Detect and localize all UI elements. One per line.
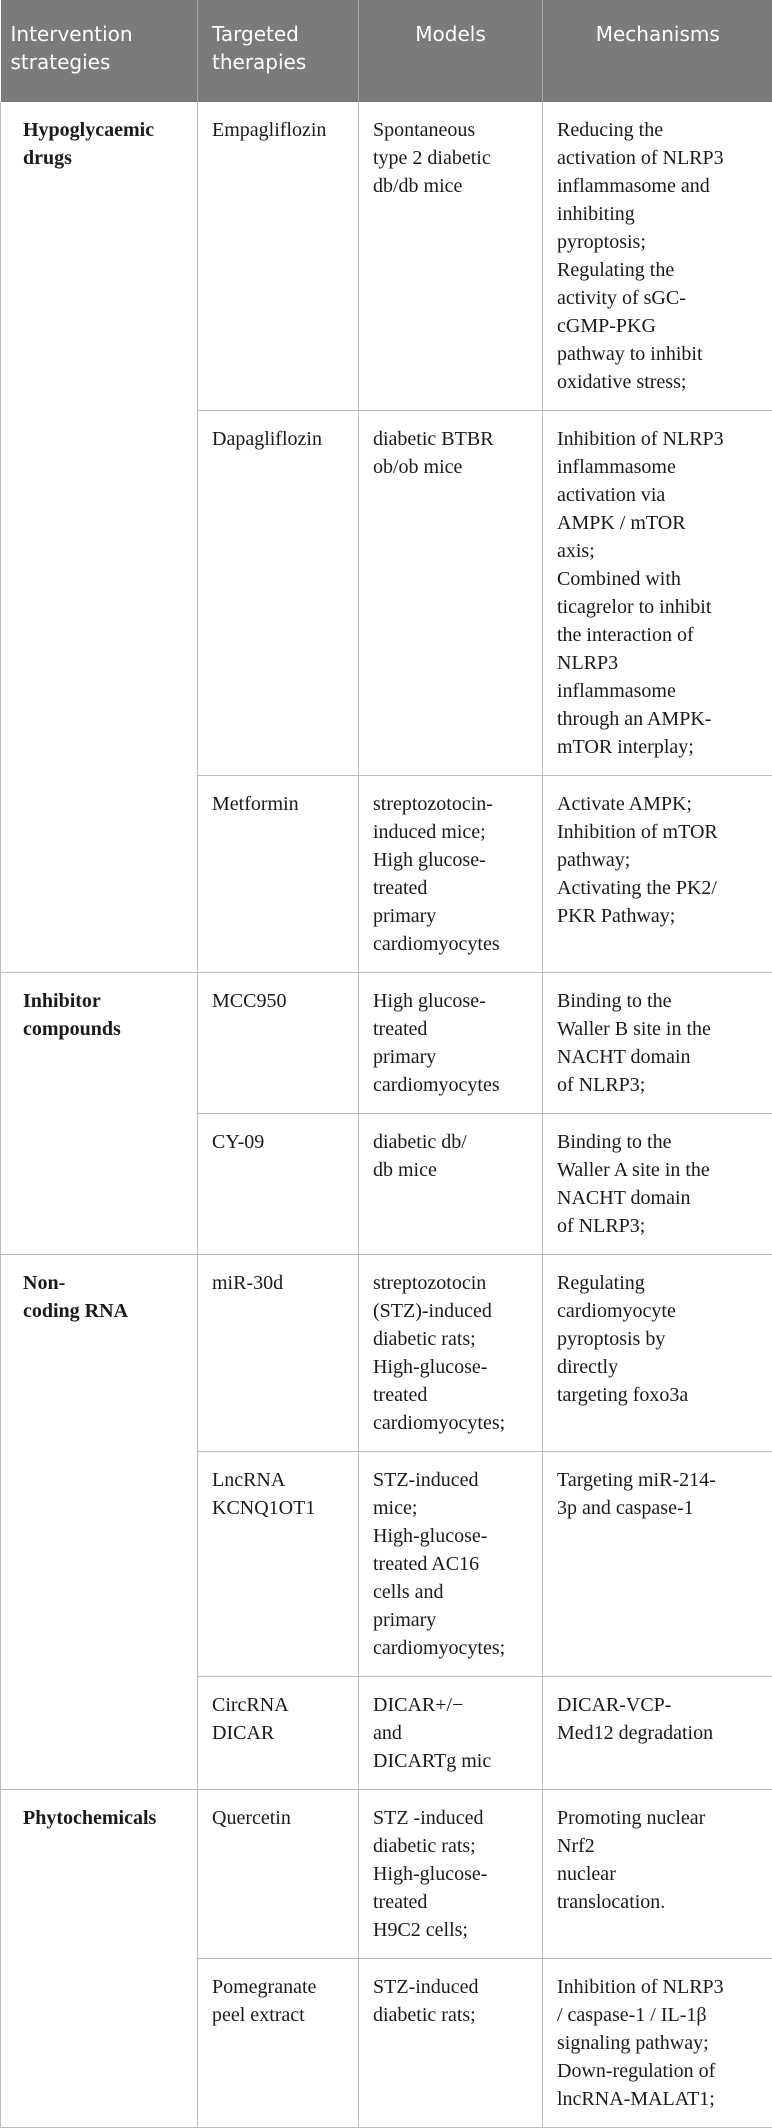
model-cell: High glucose- treated primary cardiomyocytes	[359, 973, 543, 1114]
mechanism-cell: Inhibition of NLRP3 inflammasome activation via AMPK / mTOR axis; Combined with ticagrelor to inhibit the interaction of NLRP3 inflammasome through an AMPK- mTOR interplay;	[543, 411, 772, 776]
header-targeted-therapies: Targeted therapies	[198, 0, 359, 102]
header-mechanisms: Mechanisms	[543, 0, 772, 102]
header-models: Models	[359, 0, 543, 102]
strategy-cell: Inhibitor compounds	[1, 973, 198, 1255]
model-cell: STZ-induced mice; High-glucose- treated AC16 cells and primary cardiomyocytes;	[359, 1452, 543, 1677]
model-cell: STZ -induced diabetic rats; High-glucose- treated H9C2 cells;	[359, 1790, 543, 1959]
mechanism-cell: DICAR-VCP- Med12 degradation	[543, 1677, 772, 1790]
therapy-cell: Quercetin	[198, 1790, 359, 1959]
model-cell: diabetic db/ db mice	[359, 1114, 543, 1255]
therapy-cell: LncRNA KCNQ1OT1	[198, 1452, 359, 1677]
therapy-cell: Dapagliflozin	[198, 411, 359, 776]
strategy-cell: Phytochemicals	[1, 1790, 198, 2128]
therapy-cell: Pomegranate peel extract	[198, 1959, 359, 2128]
therapy-cell: MCC950	[198, 973, 359, 1114]
strategy-cell: Hypoglycaemic drugs	[1, 102, 198, 973]
mechanism-cell: Promoting nuclear Nrf2 nuclear translocation.	[543, 1790, 772, 1959]
mechanism-cell: Reducing the activation of NLRP3 inflammasome and inhibiting pyroptosis; Regulating the activity of sGC- cGMP-PKG pathway to inhibit oxidative stress;	[543, 102, 772, 411]
mechanism-cell: Activate AMPK; Inhibition of mTOR pathway; Activating the PK2/ PKR Pathway;	[543, 776, 772, 973]
table-row	[1, 1255, 772, 1452]
table-row	[1, 973, 772, 1114]
table-header	[1, 0, 772, 102]
therapy-cell: Empagliflozin	[198, 102, 359, 411]
mechanism-cell: Binding to the Waller B site in the NACHT domain of NLRP3;	[543, 973, 772, 1114]
header-row	[1, 0, 772, 102]
therapy-cell: CircRNA DICAR	[198, 1677, 359, 1790]
model-cell: streptozotocin- induced mice; High glucose- treated primary cardiomyocytes	[359, 776, 543, 973]
model-cell: STZ-induced diabetic rats;	[359, 1959, 543, 2128]
model-cell: Spontaneous type 2 diabetic db/db mice	[359, 102, 543, 411]
strategy-cell: Non- coding RNA	[1, 1255, 198, 1790]
model-cell: streptozotocin (STZ)-induced diabetic rats; High-glucose- treated cardiomyocytes;	[359, 1255, 543, 1452]
mechanism-cell: Targeting miR-214- 3p and caspase-1	[543, 1452, 772, 1677]
header-intervention-strategies: Intervention strategies	[1, 0, 198, 102]
model-cell: diabetic BTBR ob/ob mice	[359, 411, 543, 776]
table-body	[1, 102, 772, 2128]
mechanism-cell: Binding to the Waller A site in the NACHT domain of NLRP3;	[543, 1114, 772, 1255]
table-row	[1, 1790, 772, 1959]
model-cell: DICAR+/− and DICARTg mic	[359, 1677, 543, 1790]
mechanism-cell: Regulating cardiomyocyte pyroptosis by directly targeting foxo3a	[543, 1255, 772, 1452]
therapy-cell: Metformin	[198, 776, 359, 973]
table-row	[1, 102, 772, 411]
therapy-cell: CY-09	[198, 1114, 359, 1255]
therapy-cell: miR-30d	[198, 1255, 359, 1452]
mechanism-cell: Inhibition of NLRP3 / caspase-1 / IL-1β signaling pathway; Down-regulation of lncRNA-MALAT1;	[543, 1959, 772, 2128]
